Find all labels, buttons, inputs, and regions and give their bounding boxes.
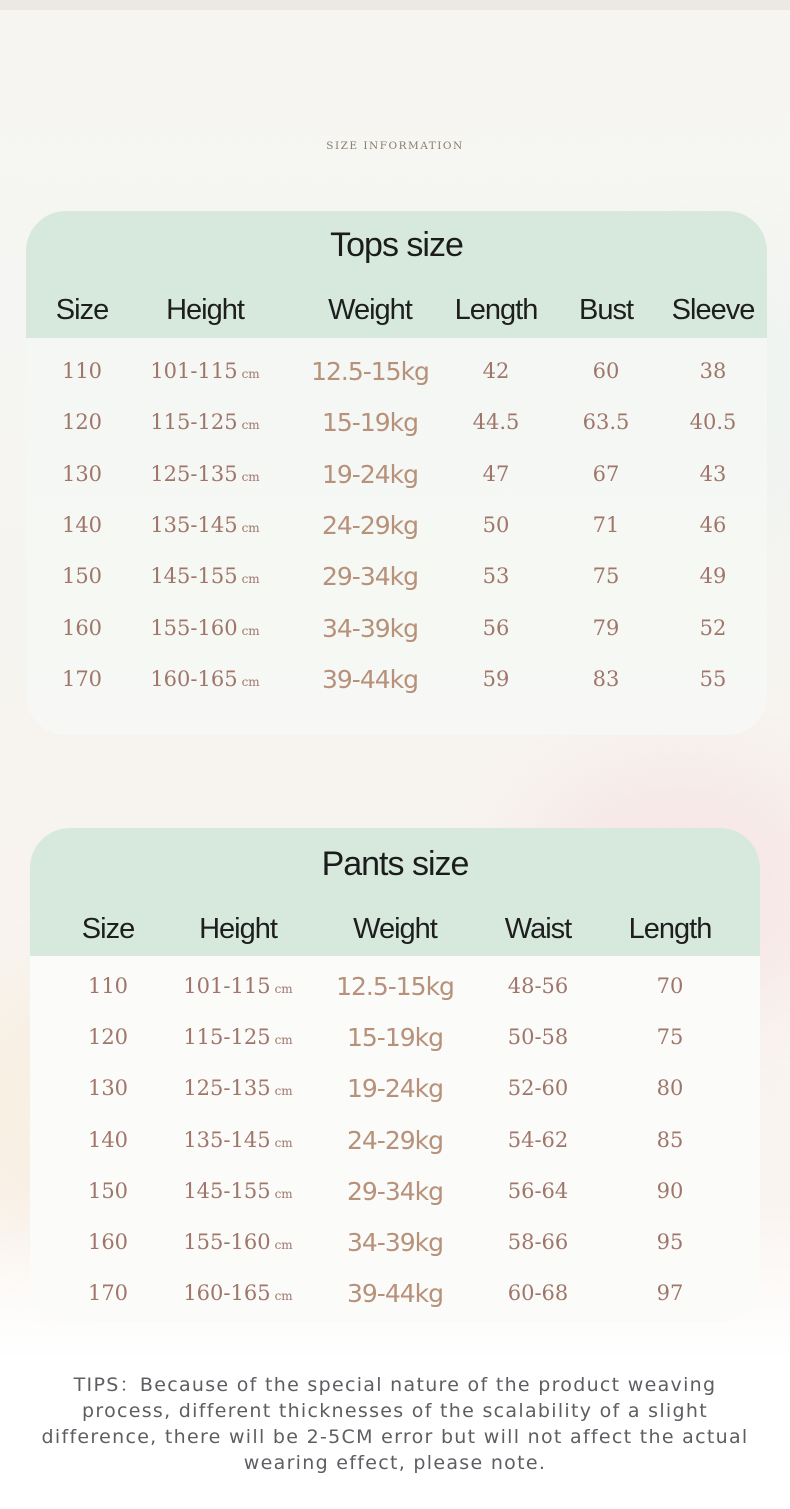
- pants-header-weight: Weight: [353, 913, 437, 945]
- tops-height-value: 145-155: [150, 564, 238, 589]
- pants-cell-height: [183, 1230, 292, 1254]
- tops-cell-size: 150: [61, 564, 103, 589]
- pants-cell-height: [183, 1025, 292, 1049]
- tops-cell-size: 140: [61, 512, 103, 537]
- pants-cell-waist: 60-68: [507, 1281, 569, 1306]
- pants-header-height: Height: [199, 913, 277, 945]
- tops-header-height: Height: [166, 294, 244, 326]
- pants-cell-size: 150: [87, 1178, 129, 1203]
- tops-cell-sleeve: 46: [699, 512, 727, 537]
- tops-cell-sleeve: 49: [699, 564, 727, 589]
- pants-cell-size: 110: [87, 974, 129, 998]
- tops-cell-weight: 29-34kg: [322, 562, 418, 592]
- pants-height-value: 135-145: [183, 1127, 271, 1152]
- tops-height-unit: cm: [241, 623, 260, 638]
- pants-cell-length: 75: [656, 1025, 684, 1050]
- pants-cell-length: 97: [656, 1281, 684, 1306]
- pants-cell-weight: 24-29kg: [347, 1125, 443, 1155]
- top-band: [0, 0, 790, 10]
- pants-height-value: 101-115: [183, 974, 271, 998]
- pants-cell-waist: 54-62: [507, 1127, 569, 1152]
- section-caption: SIZE INFORMATION: [326, 140, 464, 152]
- pants-title: Pants size: [321, 845, 469, 883]
- tops-cell-bust: 67: [592, 461, 620, 486]
- pants-height-unit: cm: [274, 1033, 293, 1048]
- tops-cell-height: [150, 462, 259, 486]
- tops-height-value: 160-165: [150, 666, 238, 691]
- pants-header-length: Length: [628, 913, 712, 945]
- tops-cell-bust: 79: [592, 615, 620, 640]
- pants-cell-length: 70: [656, 974, 684, 998]
- tops-cell-length: 44.5: [472, 410, 520, 435]
- pants-height-value: 145-155: [183, 1178, 271, 1203]
- pants-cell-height: [183, 1128, 292, 1152]
- tops-height-unit: cm: [241, 469, 260, 484]
- tops-cell-length: 53: [482, 564, 510, 589]
- tops-cell-size: 120: [61, 410, 103, 435]
- tops-cell-length: 42: [482, 359, 510, 383]
- pants-height-value: 160-165: [183, 1281, 271, 1306]
- tops-header-size: Size: [55, 294, 109, 326]
- tops-header-weight: Weight: [328, 294, 412, 326]
- pants-cell-waist: 56-64: [507, 1178, 569, 1203]
- pants-height-unit: cm: [274, 982, 293, 996]
- pants-cell-length: 80: [656, 1076, 684, 1101]
- pants-cell-size: 160: [87, 1230, 129, 1254]
- tops-height-unit: cm: [241, 572, 260, 587]
- tops-cell-sleeve: 55: [699, 666, 727, 691]
- pants-height-unit: cm: [274, 1186, 293, 1201]
- tops-height-value: 101-115: [150, 359, 238, 383]
- pants-cell-weight: 34-39kg: [347, 1228, 443, 1257]
- tops-header-sleeve: Sleeve: [671, 294, 755, 326]
- pants-height-value: 125-135: [183, 1076, 271, 1101]
- pants-cell-size: 120: [87, 1025, 129, 1050]
- tops-height-value: 155-160: [150, 615, 238, 640]
- pants-cell-weight: 29-34kg: [347, 1176, 443, 1206]
- pants-height-unit: cm: [274, 1289, 293, 1304]
- tops-cell-length: 56: [482, 615, 510, 640]
- pants-cell-size: 140: [87, 1127, 129, 1152]
- tops-cell-length: 59: [482, 666, 510, 691]
- tops-cell-bust: 83: [592, 666, 620, 691]
- pants-cell-weight: 39-44kg: [347, 1279, 443, 1309]
- tops-height-value: 125-135: [150, 461, 238, 486]
- pants-cell-weight: 19-24kg: [347, 1074, 443, 1104]
- tops-cell-weight: 19-24kg: [322, 459, 418, 489]
- tops-cell-height: [150, 513, 259, 537]
- tops-cell-height: [150, 359, 259, 383]
- tops-cell-weight: 34-39kg: [322, 613, 418, 643]
- tops-cell-sleeve: 38: [699, 359, 727, 383]
- pants-cell-size: 170: [87, 1281, 129, 1306]
- pants-cell-waist: 50-58: [507, 1025, 569, 1050]
- pants-cell-waist: 48-56: [507, 974, 569, 998]
- pants-cell-length: 85: [656, 1127, 684, 1152]
- tops-cell-size: 160: [61, 615, 103, 640]
- tops-cell-height: [150, 410, 259, 434]
- tops-cell-sleeve: 43: [699, 461, 727, 486]
- pants-cell-height: [183, 1076, 292, 1100]
- tops-cell-height: [150, 616, 259, 640]
- pants-height-value: 155-160: [183, 1230, 271, 1254]
- pants-header-size: Size: [81, 913, 135, 945]
- tops-cell-sleeve: 52: [699, 615, 727, 640]
- tops-cell-bust: 71: [592, 512, 620, 537]
- tops-cell-height: [150, 667, 259, 691]
- tops-height-unit: cm: [241, 367, 260, 381]
- tops-height-value: 135-145: [150, 512, 238, 537]
- pants-cell-length: 90: [656, 1178, 684, 1203]
- pants-cell-height: [183, 1281, 292, 1305]
- tops-cell-length: 47: [482, 461, 510, 486]
- pants-cell-size: 130: [87, 1076, 129, 1101]
- tops-title: Tops size: [330, 226, 463, 264]
- tops-header-length: Length: [454, 294, 538, 326]
- pants-cell-weight: 15-19kg: [347, 1023, 443, 1053]
- pants-height-unit: cm: [274, 1084, 293, 1099]
- tops-cell-weight: 12.5-15kg: [311, 357, 429, 386]
- pants-cell-height: [183, 1179, 292, 1203]
- tops-cell-bust: 60: [592, 359, 620, 383]
- tops-cell-bust: 63.5: [582, 410, 630, 435]
- tops-cell-height: [150, 564, 259, 588]
- tops-cell-size: 130: [61, 461, 103, 486]
- tops-cell-sleeve: 40.5: [689, 410, 737, 435]
- pants-height-value: 115-125: [183, 1025, 271, 1050]
- tops-cell-size: 170: [61, 666, 103, 691]
- tops-height-unit: cm: [241, 520, 260, 535]
- tops-cell-length: 50: [482, 512, 510, 537]
- pants-height-unit: cm: [274, 1135, 293, 1150]
- pants-height-unit: cm: [274, 1238, 293, 1252]
- tops-height-value: 115-125: [150, 410, 238, 435]
- pants-cell-weight: 12.5-15kg: [336, 972, 454, 1001]
- tops-header-bust: Bust: [578, 294, 634, 326]
- tops-cell-weight: 24-29kg: [322, 510, 418, 540]
- tops-height-unit: cm: [241, 418, 260, 433]
- pants-cell-length: 95: [656, 1230, 684, 1254]
- tops-cell-bust: 75: [592, 564, 620, 589]
- tips-note: TIPS：Because of the special nature of the product weaving process, different thicknesses of the scalability of a slight difference, there will be 2-5CM error but will not affect the actual wearing effect, please note.: [41, 1374, 749, 1474]
- pants-header-waist: Waist: [504, 913, 572, 945]
- pants-cell-waist: 58-66: [507, 1230, 569, 1254]
- tops-cell-weight: 39-44kg: [322, 664, 418, 694]
- tops-height-unit: cm: [241, 674, 260, 689]
- pants-cell-height: [183, 974, 292, 998]
- pants-cell-waist: 52-60: [507, 1076, 569, 1101]
- tops-cell-weight: 15-19kg: [322, 408, 418, 438]
- tops-cell-size: 110: [61, 359, 103, 383]
